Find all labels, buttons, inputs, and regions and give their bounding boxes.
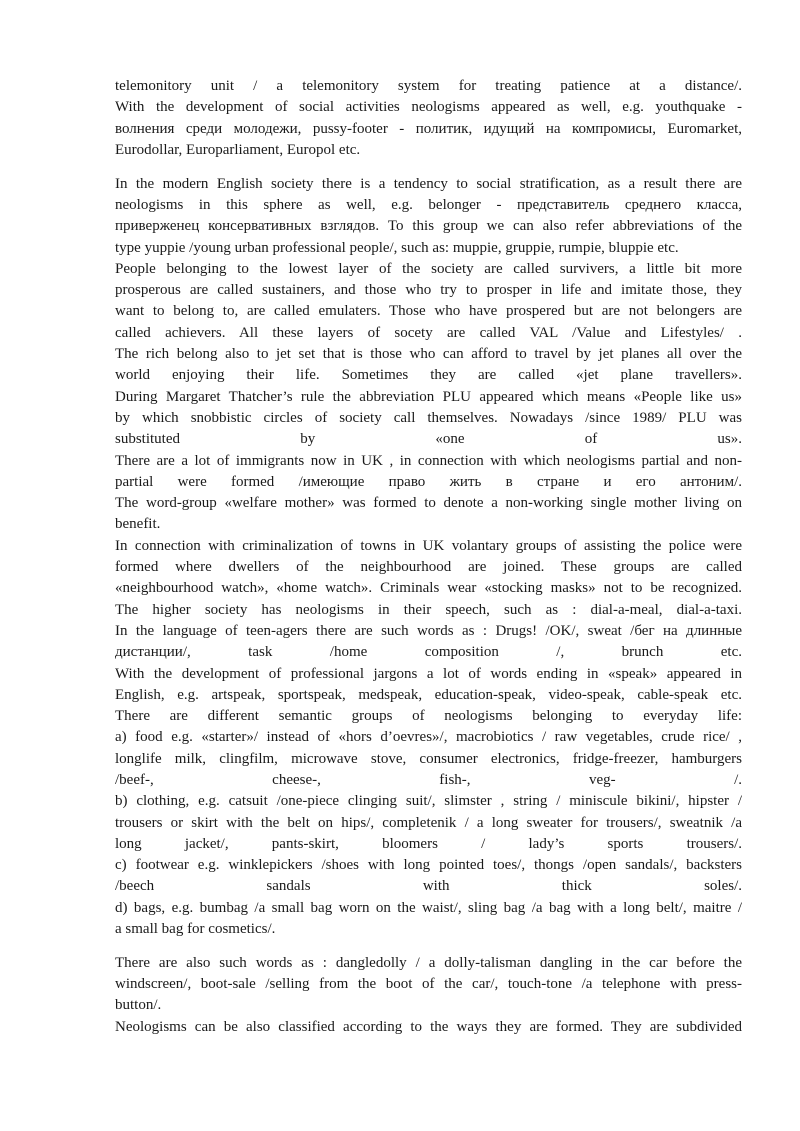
text-line: substituted by «one of us». xyxy=(115,431,742,448)
text-line: In the modern English society there is a tendency to social stratification, as a result there are xyxy=(115,175,742,192)
paragraph xyxy=(115,953,742,1038)
text-line: longlife milk, clingfilm, microwave stove, consumer electronics, fridge-freezer, hamburgers xyxy=(115,750,742,767)
text-line: prosperous are called sustainers, and those who try to prosper in life and imitate those, they xyxy=(115,282,742,299)
text-line: During Margaret Thatcher’s rule the abbreviation PLU appeared which means «People like us» xyxy=(115,388,742,405)
text-line: long jacket/, pants-skirt, bloomers / lady’s sports trousers/. xyxy=(115,835,742,852)
text-line: English, e.g. artspeak, sportspeak, medspeak, education-speak, video-speak, cable-speak etc. xyxy=(115,686,742,703)
text-line: волнения среди молодежи, pussy-footer - политик, идущий на компромисы, Euromarket, xyxy=(115,120,742,137)
text-line: Eurodollar, Europarliament, Europol etc. xyxy=(115,141,361,158)
text-line: want to belong to, are called emulaters. Those who have prospered but are not belongers are xyxy=(115,303,742,320)
text-line: called achievers. All these layers of socety are called VAL /Value and Lifestyles/ . xyxy=(115,324,742,341)
text-line: neologisms in this sphere as well, e.g. belonger - представитель среднего класса, xyxy=(115,196,742,213)
text-line: With the development of professional jargons a lot of words ending in «speak» appeared in xyxy=(115,665,742,682)
text-line: a small bag for cosmetics/. xyxy=(115,921,276,938)
text-line: There are a lot of immigrants now in UK , in connection with which neologisms partial and non- xyxy=(115,452,742,469)
text-line: button/. xyxy=(115,997,162,1014)
text-line: trousers or skirt with the belt on hips/, completenik / a long sweater for trousers/, sweatnik /a xyxy=(115,814,742,831)
text-line: There are different semantic groups of neologisms belonging to everyday life: xyxy=(115,708,742,725)
text-line: telemonitory unit / a telemonitory system for treating patience at a distance/. xyxy=(115,78,742,94)
text-line: c) footwear e.g. winklepickers /shoes with long pointed toes/, thongs /open sandals/, backsters xyxy=(115,857,742,874)
text-line: b) clothing, e.g. catsuit /one-piece clinging suit/, slimster , string / miniscule bikini/, hipster / xyxy=(115,793,742,810)
text-line: a) food e.g. «starter»/ instead of «hors d’oevres»/, macrobiotics / raw vegetables, crude rice/ , xyxy=(115,729,742,746)
text-line: The higher society has neologisms in their speech, such as : dial-a-meal, dial-a-taxi. xyxy=(115,601,742,618)
text-line: There are also such words as : dangledolly / a dolly-talisman dangling in the car before the xyxy=(115,954,742,971)
text-line: People belonging to the lowest layer of the society are called survivers, a little bit more xyxy=(115,260,742,277)
text-line: windscreen/, boot-sale /selling from the boot of the car/, touch-tone /a telephone with press- xyxy=(115,976,742,993)
text-line: world enjoying their life. Sometimes they are called «jet plane travellers». xyxy=(115,367,742,384)
text-line: дистанции/, task /home composition /, brunch etc. xyxy=(115,644,742,661)
text-line: /beef-, cheese-, fish-, veg- /. xyxy=(115,772,742,788)
text-line: type yuppie /young urban professional people/, such as: muppie, gruppie, rumpie, bluppie etc. xyxy=(115,239,679,256)
text-line: The rich belong also to jet set that is those who can afford to travel by jet planes all over the xyxy=(115,346,742,363)
text-line: In connection with criminalization of towns in UK volantary groups of assisting the police were xyxy=(115,537,742,554)
text-line: /beech sandals with thick soles/. xyxy=(115,878,742,895)
text-line: d) bags, e.g. bumbag /a small bag worn on the waist/, sling bag /a bag with a long belt/, maitre / xyxy=(115,899,742,916)
text-line: benefit. xyxy=(115,516,161,533)
text-line: Neologisms can be also classified according to the ways they are formed. They are subdivided xyxy=(115,1018,742,1035)
text-line: The word-group «welfare mother» was formed to denote a non-working single mother living on xyxy=(115,495,742,512)
text-line: приверженец консервативных взглядов. To this group we can also refer abbreviations of the xyxy=(115,218,742,235)
text-line: formed where dwellers of the neighbourhood are joined. These groups are called xyxy=(115,559,742,576)
text-line: by which snobbistic circles of society call themselves. Nowadays /since 1989/ PLU was xyxy=(115,409,742,426)
document-page xyxy=(115,76,742,1038)
text-line: With the development of social activities neologisms appeared as well, e.g. youthquake - xyxy=(115,99,742,116)
text-line: In the language of teen-agers there are such words as : Drugs! /OK/, sweat /бег на длинные xyxy=(115,622,742,639)
paragraph-gap xyxy=(115,940,742,953)
paragraph xyxy=(115,76,742,161)
paragraph-gap xyxy=(115,161,742,174)
text-line: «neighbourhood watch», «home watch». Criminals wear «stocking masks» not to be recognized. xyxy=(115,580,742,597)
text-line: partial were formed /имеющие право жить в стране и его антоним/. xyxy=(115,473,742,490)
paragraph xyxy=(115,174,742,941)
